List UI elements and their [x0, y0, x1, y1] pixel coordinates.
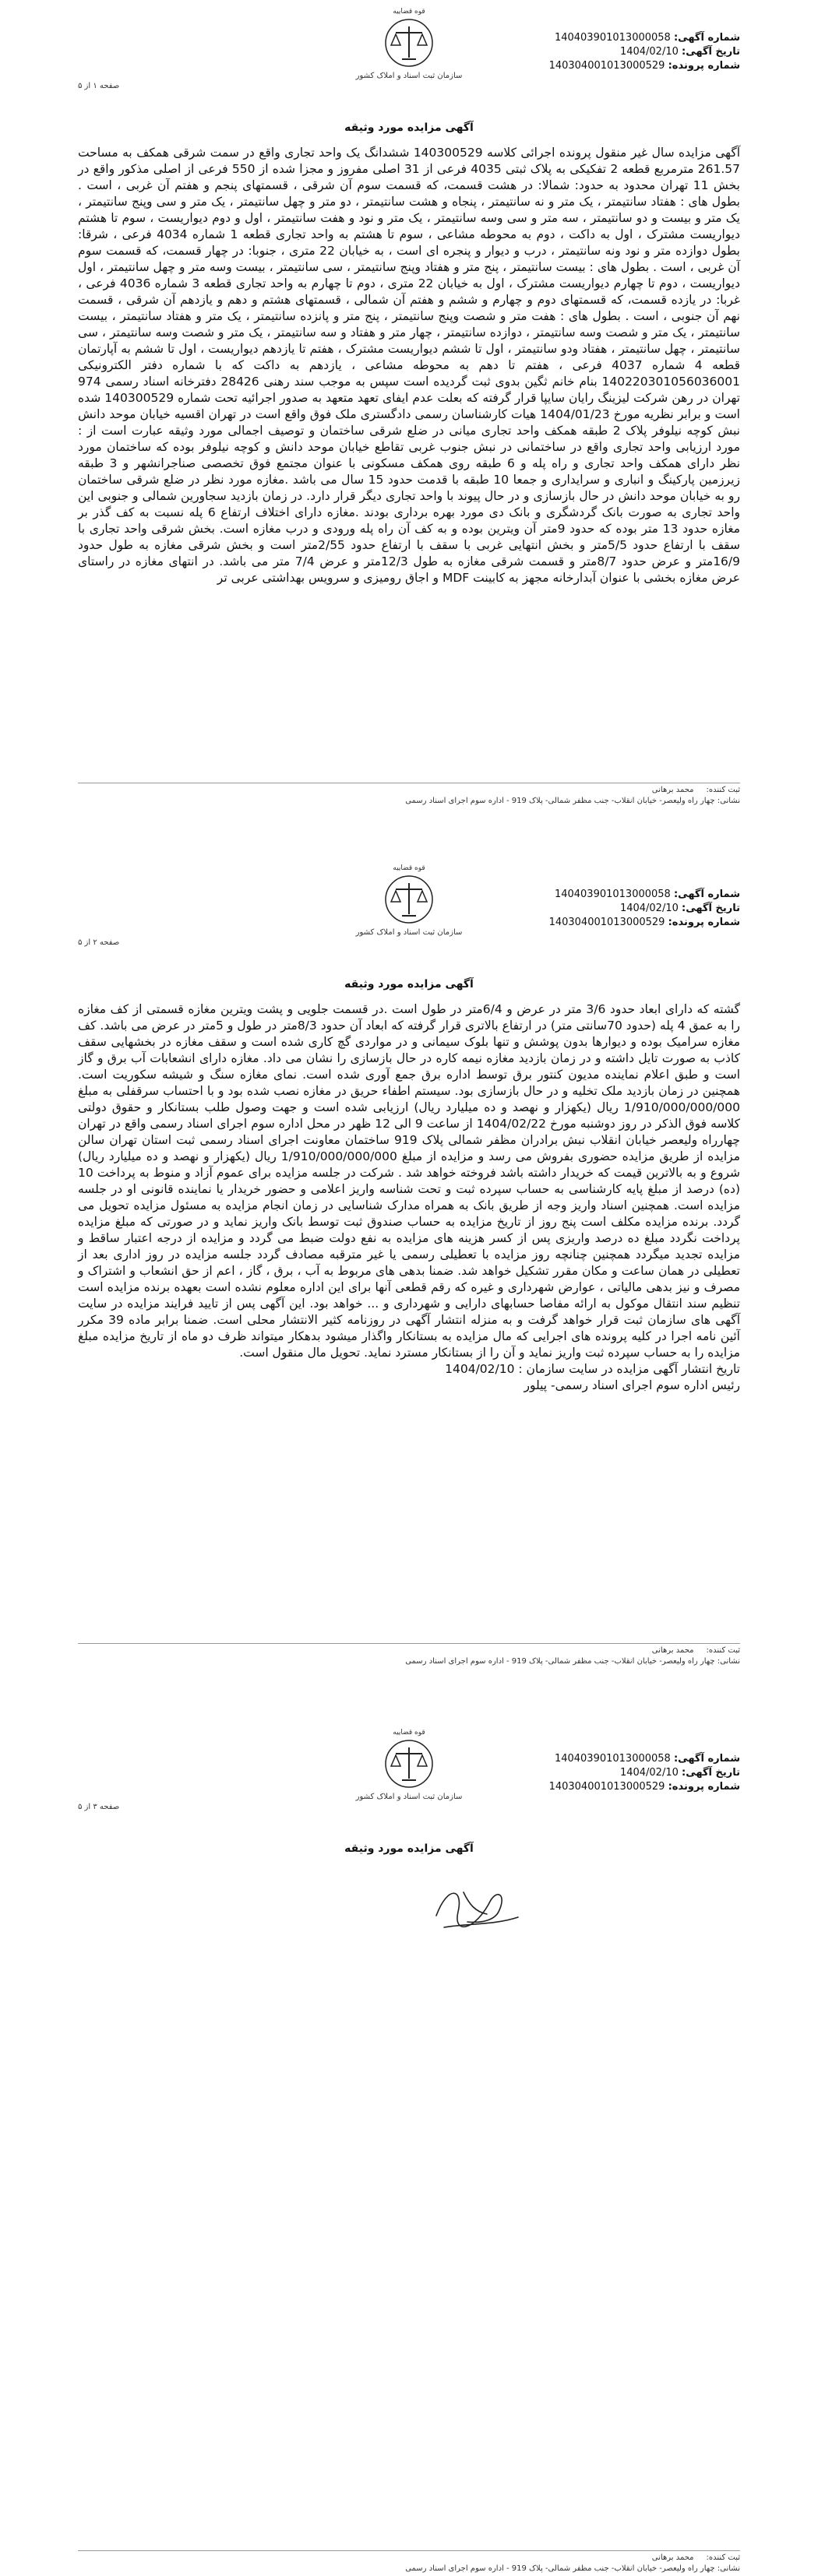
registrar-label: ثبت کننده: — [706, 1646, 740, 1655]
emblem-caption: قوه قضاییه — [393, 864, 425, 872]
scales-of-justice-icon — [382, 16, 436, 70]
notice-title: آگهی مزایده مورد وثیقه — [344, 1842, 474, 1855]
page-footer — [78, 783, 740, 807]
judiciary-emblem — [335, 864, 483, 937]
file-number: 140304001013000529 — [548, 917, 665, 928]
scales-of-justice-icon — [382, 872, 436, 927]
page-number: صفحه ۳ از ۵ — [78, 1803, 120, 1811]
page-footer — [78, 1643, 740, 1667]
file-number: 140304001013000529 — [548, 60, 665, 72]
office-address: نشانی: چهار راه ولیعصر- خیابان انقلاب- جنب مظفر شمالی- پلاک 919 - اداره سوم اجرای اسناد رسمی — [405, 1657, 740, 1666]
notice-title: آگهی مزایده مورد وثیقه — [344, 978, 474, 991]
org-subtitle: سازمان ثبت اسناد و املاک کشور — [355, 72, 463, 80]
notice-body: آگهی مزایده سال غیر منقول پرونده اجرائی کلاسه 140300529 ششدانگ یک واحد تجاری واقع در سمت شرقی همکف به مساحت 261.57 مترمربع قطعه 2 تفکیکی به پلاک ثبتی 4035 فرعی از 31 اصلی مفروز و مجزا شده از 550 فرعی از اصلی مذکور واقع در بخش 11 تهران محدود به حدود: شمالا: در هشت قسمت، که قسمت سوم آن شرقی ، قسمتهای پنجم و هفتم آن غربی ، است . بطول های : هفتاد سانتیمتر ، یک متر و نه سانتیمتر ، پنجاه و هشت سانتیمتر ، دو متر و چهل سانتیمتر ، یک متر و سی وپنج سانتیمتر ، یک متر و بیست و دو سانتیمتر ، سه متر و سی وسه سانتیمتر ، یک متر و نود و هفت سانتیمتر ، اول و دوم دیواریست ، سوم تا هشتم دیواریست مشترک ، اول به داکت ، دوم به محوطه مشاعی ، سوم تا هشتم به واحد تجاری قطعه 1 شماره 4034 فرعی ، شرقا: بطول دوازده متر و نود ونه سانتیمتر ، درب و دیوار و پنجره ای است ، به خیابان 22 متری ، جنوبا: در چهار قسمت، که قسمت سوم آن غربی ، است . بطول های : بیست سانتیمتر ، پنج متر و هفتاد وپنج سانتیمتر ، سی سانتیمتر ، بیست وسه متر و چهل سانتیمتر ، اول دیواریست ، دوم تا چهارم دیواریست مشترک ، اول به خیابان 22 متری ، دوم تا چهارم به واحد تجاری قطعه 3 شماره 4036 فرعی ، غربا: در یازده قسمت، که قسمتهای دوم و چهارم و ششم و هفتم آن شمالی ، قسمتهای هشتم و دهم و یازدهم آن شرقی ، قسمت نهم آن جنوبی ، است . بطول های : هفت متر و شصت وپنج سانتیمتر ، پنج متر و پانزده سانتیمتر ، یک متر و هفتاد سانتیمتر ، بیست سانتیمتر ، یک متر و شصت وسه سانتیمتر ، دوازده سانتیمتر ، چهار متر و هفتاد و سه سانتیمتر ، یک متر و شصت وسه سانتیمتر ، سی سانتیمتر ، چهل سانتیمتر ، هفتاد ودو سانتیمتر ، اول تا ششم دیواریست مشترک ، هفتم تا یازدهم دیواریست ، اول تا ششم به آپارتمان قطعه 4 شماره 4037 فرعی ، هفتم تا دهم به محوطه مشاعی ، یازدهم به داکت که با شماره دفتر الکترونیکی 140220301056036001 بنام خانم ثگین بدوی ثبت گردیده است سپس به موجب سند رهنی 28426 دفترخانه اسناد رسمی 974 تهران در رهن شرکت لیزینگ رایان سایپا قرار گرفته که بعلت عدم ایفای تعهد متعهد به صدور اجرائیه تحت شماره 140300529 شده است و برابر نظریه مورخ 1404/01/23 هیات کارشناسان رسمی دادگستری ملک فوق واقع است در تهران اقسیه خیابان موحد دانش نبش کوچه نیلوفر پلاک 2 طبقه همکف واحد تجاری میانی در ضلع شرقی ساختمان و توصیف اجمالی مورد وثیقه عبارت است از : مورد ارزیابی واحد تجاری واقع در ساختمانی در نبش جنوب غربی تقاطع خیابان موحد دانش و کوچه نیلوفر بوده که ساختمان مورد نظر دارای همکف واحد تجاری و راه پله و 6 طبقه روی همکف مسکونی با عنوان مجتمع فوق تخصصی صناجرانشهر و 3 طبقه زیرزمین پارکینگ و انباری و سرایداری و جمعا 10 طبقه با قدمت حدود 15 سال می باشد .مغازه مورد نظر در ضلع شرقی ساختمان رو به خیابان موحد دانش در حال بازسازی و در حال پیوند با واحد تجاری دیگر قرار دارد. در زمان بازدید سجاورین شمالی و جنوبی این واحد تجاری به صورت بانک گردشگری و بانک دی مورد بهره برداری بودند .مغازه دارای اختلاف ارتفاع 6 پله نسبت به کف گذر بر مغازه حدود 13 متر بوده که حدود 9متر آن ویترین بوده و به کف آن راه پله ورودی و درب مغازه است. بخش شرقی واحد تجاری با سقف با ارتفاع حدود 5/5متر و بخش انتهایی غربی با سقف با ارتفاع حدود 2/55متر است و بخش شرقی مغازه به طول حدود 16/9متر و عرض حدود 8/7متر و قسمت شرقی مغازه به طول 12/3متر و عرض 7/4 متر می باشد. در انتهای مغازه در راستای عرض مغازه بخشی با عنوان آبدارخانه مجهز به کابینت MDF و اجاق رومیزی و سرویس بهداشتی عربی تر — [78, 146, 741, 585]
office-address: نشانی: چهار راه ولیعصر- خیابان انقلاب- جنب مظفر شمالی- پلاک 919 - اداره سوم اجرای اسناد رسمی — [405, 2564, 740, 2573]
page-header — [78, 0, 740, 117]
page-footer — [78, 2550, 740, 2574]
notice-date: 1404/02/10 — [619, 46, 679, 58]
page-header — [78, 1721, 740, 1838]
registrar-name: محمد برهانی — [651, 1646, 694, 1655]
notice-date: 1404/02/10 — [619, 1767, 679, 1779]
notice-date: 1404/02/10 — [619, 903, 679, 914]
page-number: صفحه ۲ از ۵ — [78, 938, 120, 947]
publish-date-line: تاریخ انتشار آگهی مزایده در سایت سازمان : 1404/02/10 — [445, 1362, 740, 1376]
page-number: صفحه ۱ از ۵ — [78, 82, 120, 90]
org-subtitle: سازمان ثبت اسناد و املاک کشور — [355, 1793, 463, 1801]
notice-body: گشته که دارای ابعاد حدود 3/6 متر در عرض و 6/4متر در طول است .در قسمت جلویی و پشت ویترین مغازه قسمتی از کف مغازه را به عمق 4 پله (حدود 70سانتی متر) در ارتفاع بالاتری قرار گرفته که ابعاد آن حدود 8/3متر در طول و 5متر در عرض می باشد. کف مغازه سرامیک بوده و دیوارها بدون پوشش و تنها بلوک سیمانی و در مواردی گچ کاری شده است و سقف مغازه در بخشهایی سقف کاذب به صورت تایل داشته و در زمان بازدید مغازه نیمه کاره در حال بازسازی را نشان می داد. مغازه دارای انشعابات آب برق و گاز است و طبق اعلام نماینده مدیون کنتور برق توسط اداره برق جمع آوری شده است. نمای مغازه سنگ و شیشه سکوریت است. همچنین در زمان بازدید ملک تخلیه و در حال بازسازی بود. سیستم اطفاء حریق در مغازه نصب شده بود و با احتساب سرقفلی به مبلغ 1/910/000/000/000 ریال (یکهزار و نهصد و ده میلیارد ریال) ارزیابی شده است و جهت وصول طلب بستانکار و حقوق دولتی کلاسه فوق الذکر در روز دوشنبه مورخ 1404/02/22 از ساعت 9 الی 12 ظهر در محل اداره سوم اجرای اسناد رسمی واقع در تهران چهارراه ولیعصر خیابان انقلاب نبش برادران مظفر شمالی پلاک 919 ساختمان معاونت اجرای اسناد رسمی ثبت استان تهران سالن مزایده از طریق مزایده حضوری بفروش می رسد و مزایده از مبلغ 1/910/000/000/000 ریال (یکهزار و نهصد و ده میلیارد ریال) شروع و به بالاترین قیمت که خریدار داشته باشد فروخته خواهد شد . شرکت در جلسه مزایده برای عموم آزاد و منوط به پرداخت 10 (ده) درصد از مبلغ پایه کارشناسی به حساب سپرده ثبت و تحت شناسه واریز اعلامی و حضور خریدار یا نماینده قانونی او در جلسه مزایده است. همچنین اسناد واریز وجه از طریق بانک به همراه مدارک شناسایی در زمان انجام مزایده به مسئول مزایده تحویل می گردد. برنده مزایده مکلف است پنج روز از تاریخ مزایده به حساب صندوق ثبت توسط بانک واریز نماید و در صورتی که مبلغ مزایده پرداخت نگردد مبلغ ده درصد واریزی پس از کسر هزینه های مزایده به نفع دولت ضبط می گردد و مزایده از درجه اعتبار ساقط و مزایده تجدید میگردد همچنین چنانچه روز مزایده با تعطیلی رسمی یا غیر مترقبه مصادف گردد جلسه مزایده در روز اداری بعد از تعطیلی در همان ساعت و مکان مقرر تشکیل خواهد شد. ضمنا بدهی های مربوط به آب ، برق ، گاز ، اعم از حق انشعاب و اشتراک و مصرف و نیز بدهی مالیاتی ، عوارض شهرداری و غیره که رقم قطعی آنها برای این اداره معلوم نشده است بعهده برنده مزایده است تنظیم سند انتقال موکول به ارائه مفاصا حسابهای دارایی و شهرداری و ... خواهد بود. این آگهی پس از تایید فرایند مزایده در سایت آگهی های سازمان ثبت قرار خواهد گرفت و به منزله انتشار آگهی در روزنامه کثیر الانتشار محلی است. ضمنا برابر ماده 39 مکرر آئین نامه اجرا در کلیه پرونده های اجرایی که مال مزایده به بستانکار واگذار میشود بدهکار میتواند ظرف دو ماه از تاریخ مزایده مبلغ مزایده را به حساب سپرده ثبت واریز نماید و آن را از بستانکار مسترد نماید. تحویل مال منقول است. — [78, 1002, 740, 1360]
notice-number: 140403901013000058 — [554, 1753, 671, 1765]
notice-page-2 — [78, 857, 740, 1666]
notice-meta: شماره آگهی: 140403901013000058 تاریخ آگهی: 1404/02/10 شماره پرونده: 140304001013000529 — [548, 1753, 740, 1793]
org-subtitle: سازمان ثبت اسناد و املاک کشور — [355, 928, 463, 937]
file-number: 140304001013000529 — [548, 1781, 665, 1793]
registrar-label: ثبت کننده: — [706, 2553, 740, 2562]
handwritten-signature — [421, 1869, 530, 1947]
notice-meta: شماره آگهی: 140403901013000058 تاریخ آگهی: 1404/02/10 شماره پرونده: 140304001013000529 — [548, 889, 740, 928]
registrar-name: محمد برهانی — [651, 786, 694, 794]
registrar-name: محمد برهانی — [651, 2553, 694, 2562]
notice-meta: شماره آگهی: 140403901013000058 تاریخ آگهی: 1404/02/10 شماره پرونده: 140304001013000529 — [548, 32, 740, 72]
notice-number: 140403901013000058 — [554, 32, 671, 44]
registrar-label: ثبت کننده: — [706, 786, 740, 794]
notice-page-1 — [78, 0, 741, 805]
judiciary-emblem — [335, 8, 483, 80]
office-head-line: رئیس اداره سوم اجرای اسناد رسمی- پیلور — [524, 1378, 740, 1392]
emblem-caption: قوه قضاییه — [393, 8, 425, 16]
emblem-caption: قوه قضاییه — [393, 1729, 425, 1737]
page-header — [78, 857, 740, 973]
judiciary-emblem — [335, 1729, 483, 1801]
office-address: نشانی: چهار راه ولیعصر- خیابان انقلاب- جنب مظفر شمالی- پلاک 919 - اداره سوم اجرای اسناد رسمی — [405, 797, 740, 805]
scales-of-justice-icon — [382, 1737, 436, 1791]
notice-page-3 — [78, 1721, 740, 2573]
notice-title: آگهی مزایده مورد وثیقه — [344, 121, 474, 134]
notice-number: 140403901013000058 — [554, 889, 671, 900]
